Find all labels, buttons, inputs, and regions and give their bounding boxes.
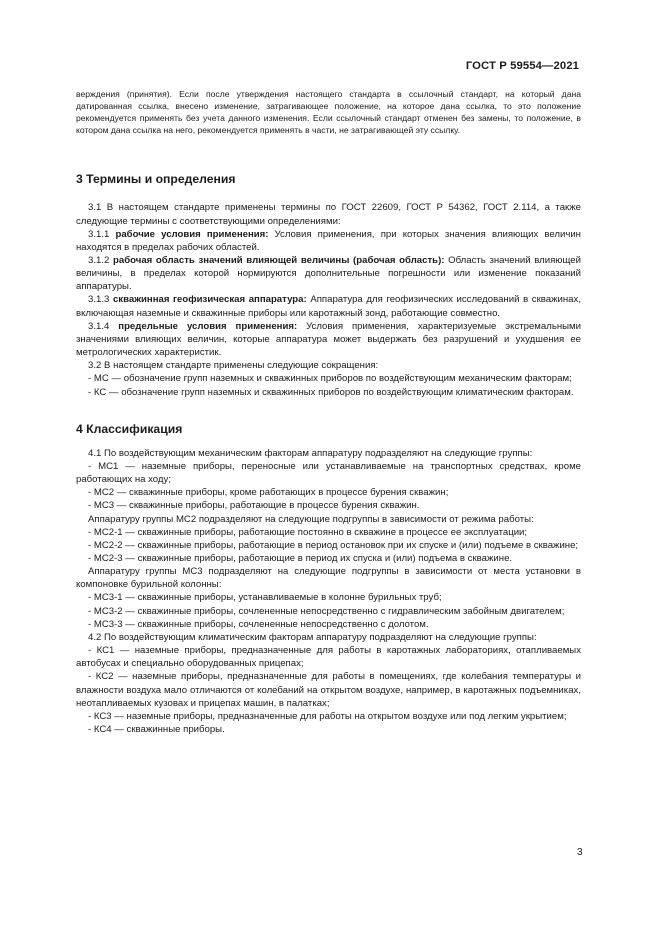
list-item-mc2-2: - МС2-2 — скважинные приборы, работающие в период остановок при их спуске и (или) подъеме в скважине; [88,539,579,551]
term-name: скважинная геофизическая аппаратура: [112,294,307,306]
term-name: рабочая область значений влияющей величины (рабочая область): [113,255,445,266]
list-item-kc1: - КС1 — наземные приборы, предназначенные для работы в каротажных лабораториях, отапливаемых автобусах и специально оборудованных прицепах; [76,645,581,670]
term-name: рабочие условия применения: [115,228,269,240]
term-3-1-1 [76,228,581,254]
list-item-mc2-1: - МС2-1 — скважинные приборы, работающие постоянно в скважине в процессе ее эксплуатации; [88,526,528,538]
term-definition: Условия применения, при которых значения влияющих величин находятся в пределах рабочих областей. [76,228,581,253]
list-item-mc2: - МС2 — скважинные приборы, кроме работающих в процессе бурения скважин; [88,487,449,499]
list-item-mc3-3: - МС3-3 — скважинные приборы, сочлененные непосредственно с долотом. [88,618,429,630]
clause-3-2: 3.2 В настоящем стандарте применены следующие сокращения: [88,360,379,372]
clause-4-2: 4.2 По воздействующим климатическим факторам аппаратуру подразделяют на следующие группы: [88,631,537,643]
list-item-kc3: - КС3 — наземные приборы, предназначенные для работы на открытом воздухе или под легким укрытием; [88,710,567,722]
term-definition: Аппаратура для геофизических исследований в скважинах, включающая наземные и скважинные приборы или каротажный зонд, работающие совместно. [76,294,581,319]
list-item-mc2-3: - МС2-3 — скважинные приборы, работающие в период их спуска и (или) подъема в скважине. [88,552,513,564]
abbreviation-mc: - МС — обозначение групп наземных и скважинных приборов по воздействующим механическим факторам; [88,373,572,385]
list-item-mc3-2: - МС3-2 — скважинные приборы, сочлененные непосредственно с гидравлическим забойным двигателем; [88,605,565,617]
document-id-header: ГОСТ Р 59554—2021 [465,60,579,72]
abbreviation-kc: - КС — обозначение групп наземных и скважинных приборов по воздействующим климатическим факторам. [88,386,574,398]
term-definition: Условия применения, характеризуемые экстремальными значениями влияющих величин, которые аппаратура может выдержать без разрушений и ухудшения ее метрологических характеристик. [76,320,581,359]
term-name: предельные условия применения: [118,320,298,332]
term-3-1-4 [76,320,581,359]
section-4-title: 4 Классификация [76,421,183,436]
list-item-mc1: - МС1 — наземные приборы, переносные или устанавливаемые на транспортных средствах, кроме работающих на ходу; [76,460,581,486]
page-content [76,88,581,736]
list-item-kc2: - КС2 — наземные приборы, предназначенные для работы в помещениях, где колебания температуры и влажности воздуха мало отличаются от колебаний на открытом воздухе, например, в каротажных подъемниках, неотапливаемых кузовах и прицепах машин, в палатках; [76,671,581,709]
mc2-subgroups-intro: Аппаратуру группы МС2 подразделяют на следующие подгруппы в зависимости от режима работы: [88,513,534,525]
list-item-mc3: - МС3 — скважинные приборы, работающие в процессе бурения скважин. [88,500,420,512]
term-number: 3.1.2 [88,255,113,266]
list-item-mc3-1: - МС3-1 — скважинные приборы, устанавливаемые в колонне бурильных труб; [88,592,442,604]
term-number: 3.1.3 [88,294,113,306]
mc3-subgroups-intro: Аппаратуру группы МС3 подразделяют на следующие подгруппы в зависимости от места установки в компоновке бурильной колонны: [76,566,581,591]
clause-4-1: 4.1 По воздействующим механическим факторам аппаратуру подразделяют на следующие группы: [88,447,533,459]
list-item-kc4: - КС4 — скважинные приборы. [88,724,225,735]
term-3-1-2 [76,254,581,293]
clause-3-1: 3.1 В настоящем стандарте применены термины по ГОСТ 22609, ГОСТ Р 54362, ГОСТ 2.114, а также следующие термины с соответствующими определениями: [76,202,581,227]
term-number: 3.1.4 [88,320,119,332]
page-number: 3 [577,847,583,858]
section-3-title: 3 Термины и определения [76,172,236,187]
term-3-1-3 [76,293,581,319]
term-number: 3.1.1 [88,228,116,240]
intro-block [76,88,581,136]
term-definition: Область значений влияющей величины, в пределах которой нормируются дополнительные погрешности или изменение показаний аппаратуры. [76,255,581,293]
intro-paragraph: верждения (принятия). Если после утверждения настоящего стандарта в ссылочный стандарт, на который дана датированная ссылка, внесено изменение, затрагивающее положение, на которое дана ссылка, то это положение рекомендуется применять без учета данного изменения. Если ссылочный стандарт отменен без замены, то положение, в котором дана ссылка на него, рекомендуется применять в части, не затрагивающей эту ссылку. [76,89,581,136]
